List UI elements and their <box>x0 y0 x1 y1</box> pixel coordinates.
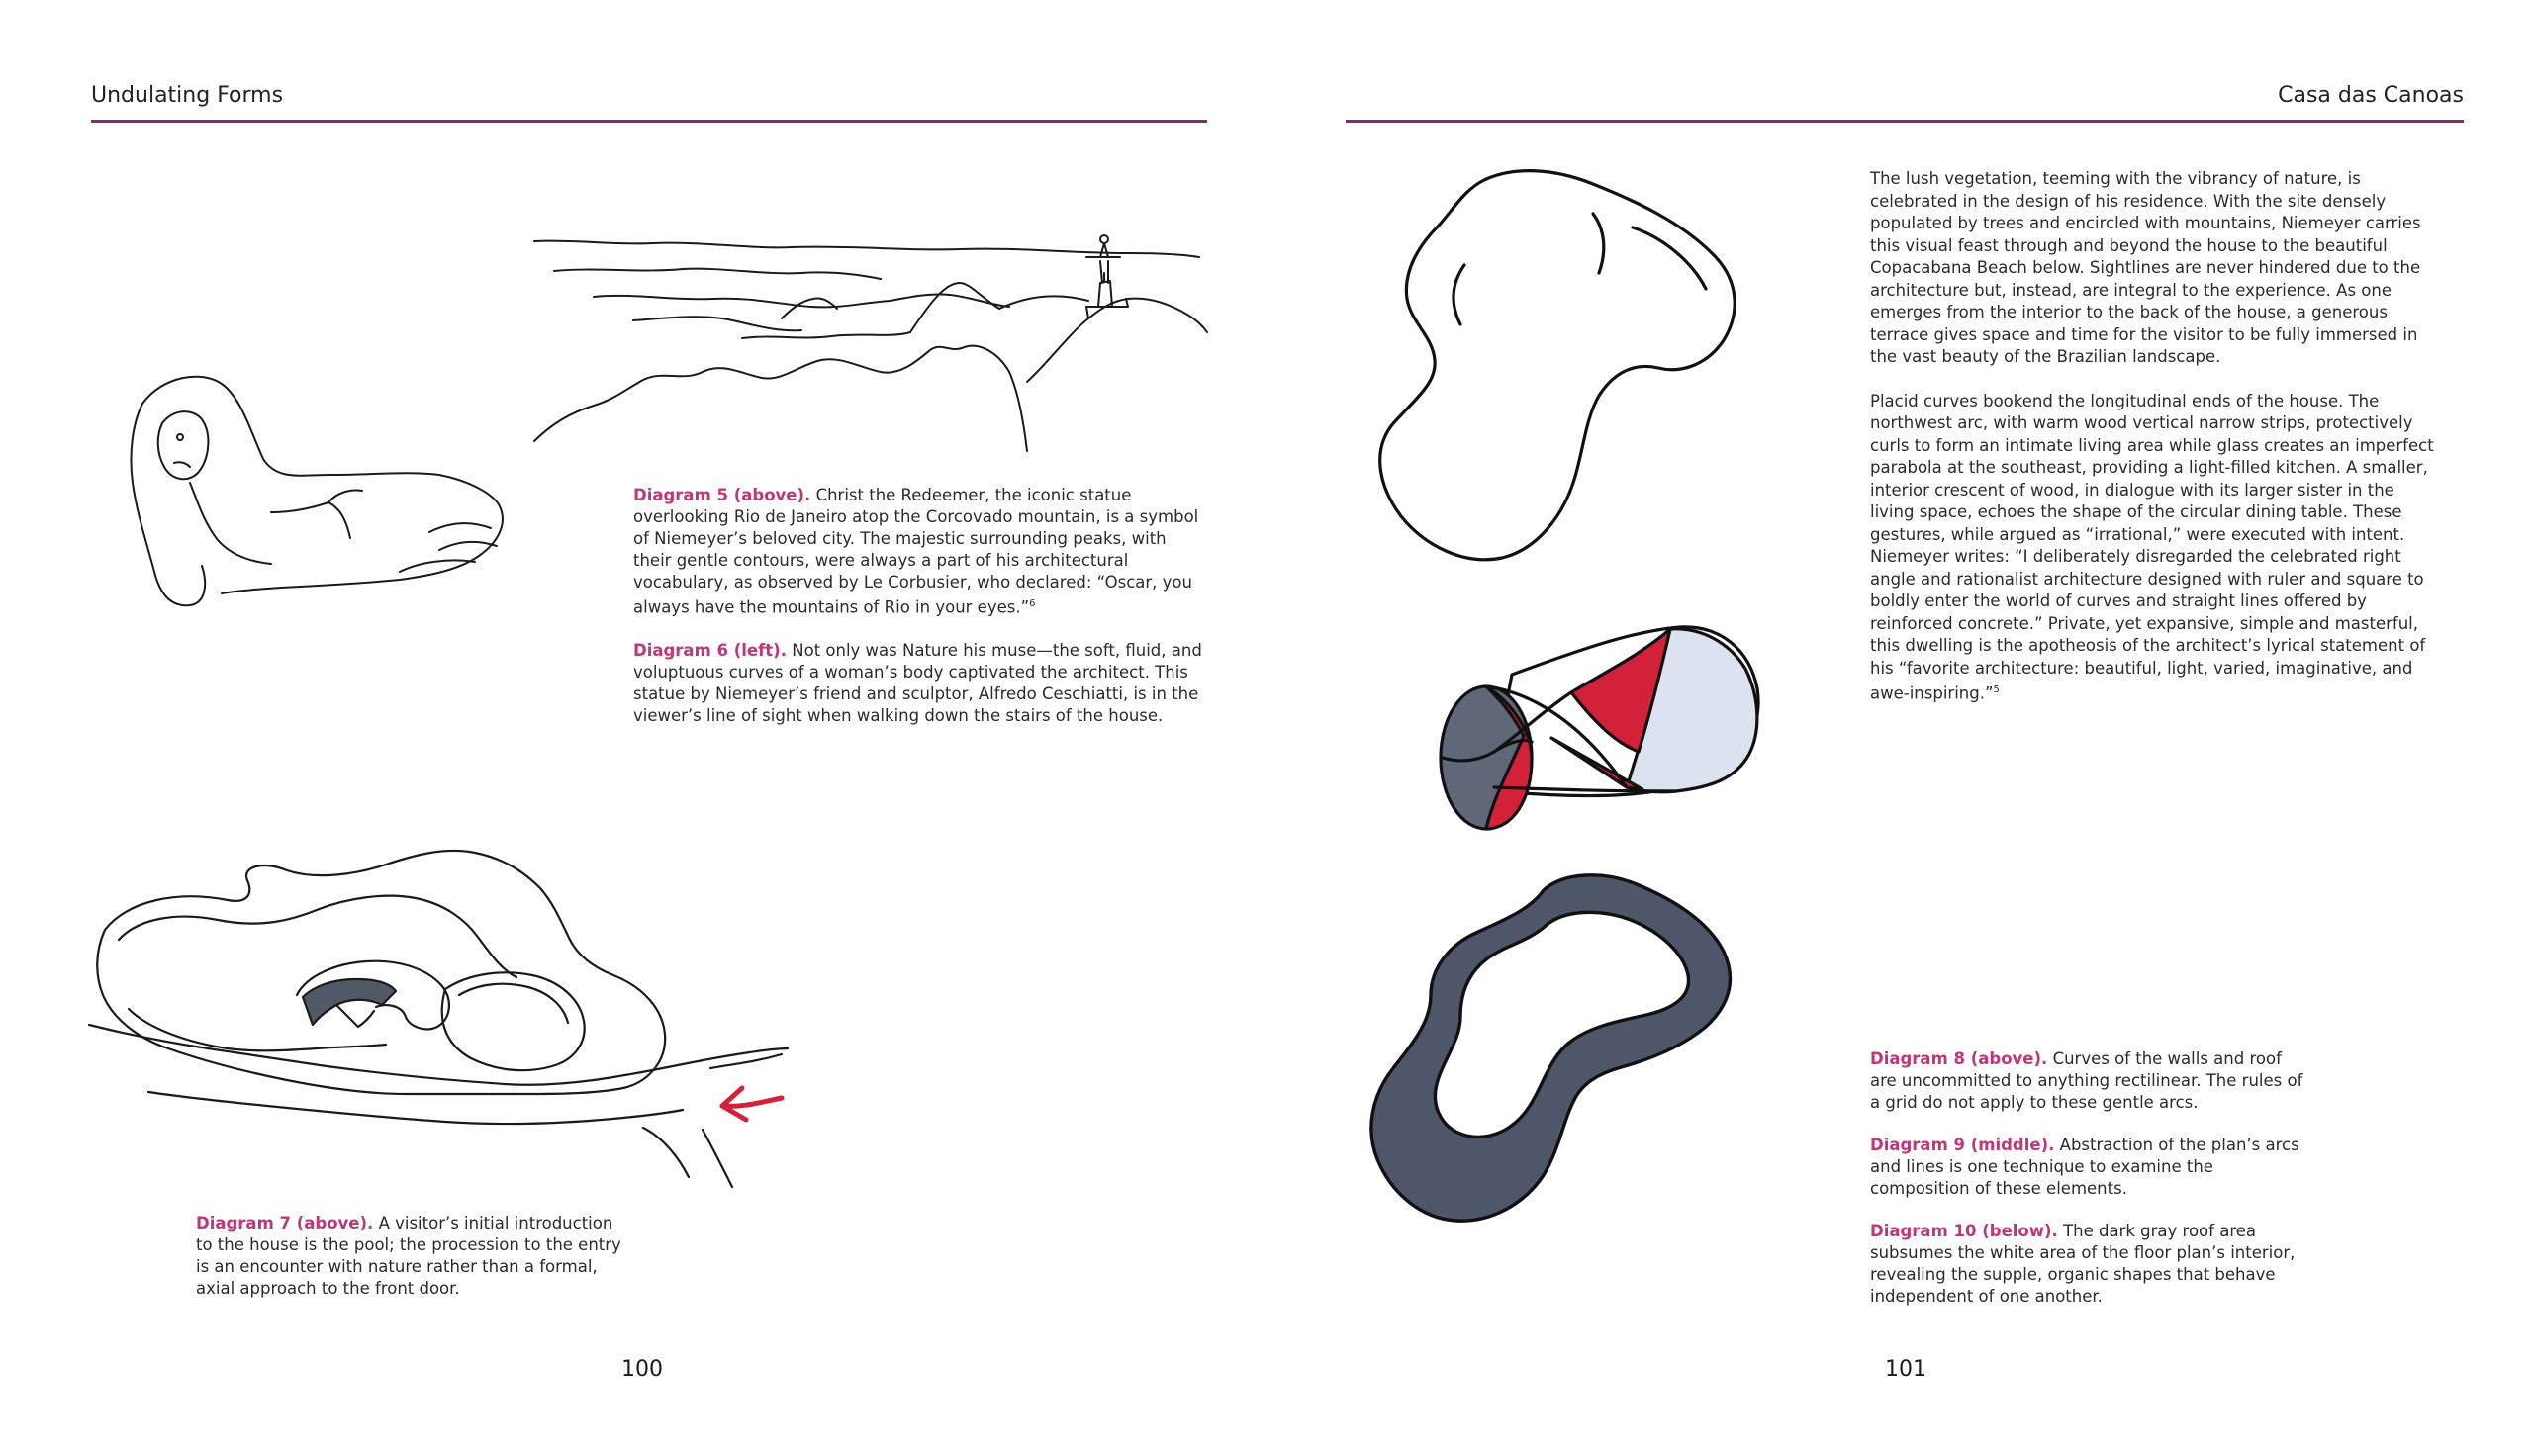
caption-label: Diagram 10 (below). <box>1870 1222 2058 1240</box>
caption-label: Diagram 9 (middle). <box>1870 1136 2055 1154</box>
caption-diagram-9 <box>1870 1135 2305 1200</box>
caption-block-diagrams-8-10 <box>1870 1048 2305 1328</box>
caption-text: A visitor’s initial introduction to the house is the pool; the procession to the entry is an encounter with nature rather than a formal, axial approach to the front door. <box>196 1214 621 1298</box>
caption-block-diagram-7 <box>196 1213 631 1320</box>
caption-text: The dark gray roof area subsumes the white area of the floor plan’s interior, revealing the supple, organic shapes that behave independent of one another. <box>1870 1222 2296 1306</box>
body-paragraph-2 <box>1870 391 2434 706</box>
caption-text: Christ the Redeemer, the iconic statue overlooking Rio de Janeiro atop the Corcovado mountain, is a symbol of Niemeyer’s beloved city. The majestic surrounding peaks, with their gentle contours, were always a part of his architectural vocabulary, as observed by Le Corbusier, who declared: “Oscar, you always have the mountains of Rio in your eyes.” <box>633 486 1199 617</box>
left-page <box>0 0 1266 1456</box>
header-rule-right <box>1346 120 2464 123</box>
diagram-7-pool-entry-sketch <box>89 801 801 1197</box>
caption-diagram-5 <box>633 485 1207 619</box>
page-number-left: 100 <box>621 1357 663 1382</box>
diagram-6-reclining-statue-sketch <box>103 364 518 611</box>
caption-block-diagrams-5-6 <box>633 485 1207 748</box>
caption-diagram-10 <box>1870 1221 2305 1308</box>
caption-label: Diagram 5 (above). <box>633 486 811 504</box>
caption-label: Diagram 6 (left). <box>633 640 787 660</box>
right-page <box>1266 0 2533 1456</box>
caption-text: Abstraction of the plan’s arcs and lines is one technique to examine the composition of these elements. <box>1870 1136 2299 1198</box>
page-number-right: 101 <box>1885 1357 1926 1382</box>
running-head-left: Undulating Forms <box>91 83 284 108</box>
diagram-10-roof-area <box>1365 870 1741 1227</box>
diagram-5-rio-skyline-sketch <box>534 224 1207 451</box>
body-paragraph-1: The lush vegetation, teeming with the vibrancy of nature, is celebrated in the design of his residence. With the site densely populated by trees and encircled with mountains, Niemeyer carries this visual feast through and beyond the house to the beautiful Copacabana Beach below. Sightlines are never hindered due to the architecture but, instead, are integral to the experience. As one emerges from the interior to the back of the house, a generous terrace gives space and time for the visitor to be fully immersed in the vast beauty of the Brazilian landscape. <box>1870 169 2421 366</box>
running-head-right: Casa das Canoas <box>2278 83 2464 108</box>
caption-diagram-6 <box>633 640 1207 727</box>
caption-diagram-7 <box>196 1213 631 1300</box>
diagram-8-wall-outline <box>1365 166 1741 562</box>
diagram-9-arcs-abstraction <box>1433 613 1769 851</box>
caption-label: Diagram 7 (above). <box>196 1214 374 1232</box>
footnote-marker: 5 <box>1993 684 2000 695</box>
caption-label: Diagram 8 (above). <box>1870 1049 2048 1068</box>
caption-text: Not only was Nature his muse—the soft, fluid, and voluptuous curves of a woman’s body captivated the architect. This statue by Niemeyer’s friend and sculptor, Alfredo Ceschiatti, is in the viewer’s line of sight when walking down the stairs of the house. <box>633 640 1202 725</box>
footnote-marker: 6 <box>1029 598 1036 609</box>
body-text <box>1870 168 2434 727</box>
body-paragraph-2-text: Placid curves bookend the longitudinal ends of the house. The northwest arc, with warm wood vertical narrow strips, protectively curls to form an intimate living area while glass creates an imperfect parabola at the southeast, providing a light-filled kitchen. A smaller, interior crescent of wood, in dialogue with its larger sister in the living space, echoes the shape of the circular dining table. These gestures, while argued as “irrational,” were executed with intent. Niemeyer writes: “I deliberately disregarded the celebrated right angle and rationalist architecture designed with ruler and square to boldly enter the world of curves and straight lines offered by reinforced concrete.” Private, yet expansive, simple and masterful, this dwelling is the apotheosis of the architect’s lyrical statement of his “favorite architecture: beautiful, light, varied, imaginative, and awe-inspiring.” <box>1870 391 2434 703</box>
caption-text: Curves of the walls and roof are uncommitted to anything rectilinear. The rules of a grid do not apply to these gentle arcs. <box>1870 1049 2303 1112</box>
caption-diagram-8 <box>1870 1048 2305 1114</box>
header-rule-left <box>91 120 1207 123</box>
